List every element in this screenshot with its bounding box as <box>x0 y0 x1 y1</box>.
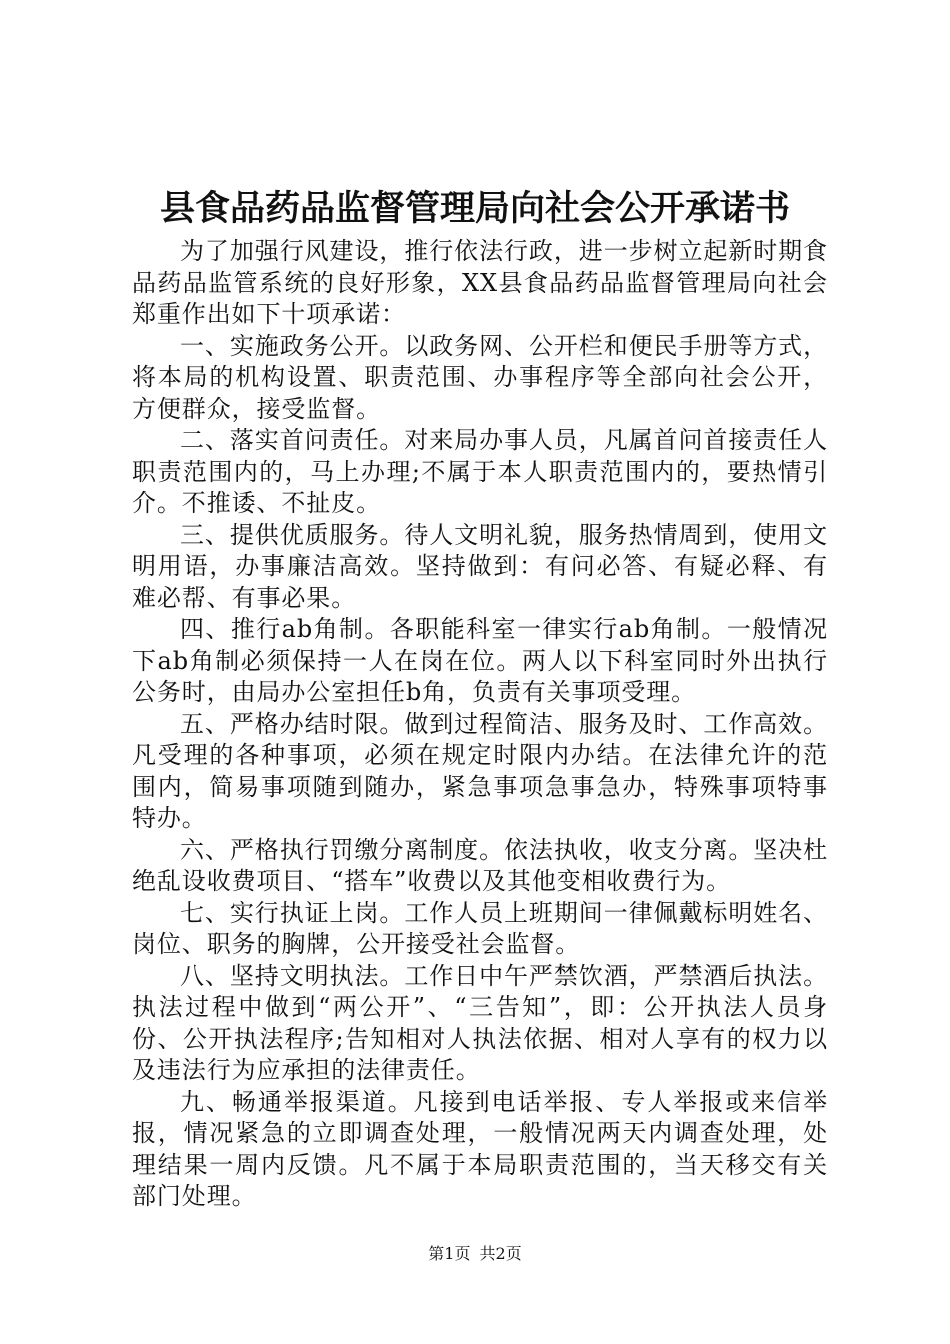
paragraph-item-3: 三、提供优质服务。待人文明礼貌，服务热情周到，使用文明用语，办事廉洁高效。坚持做到：有问必答、有疑必释、有难必帮、有事必果。 <box>132 520 828 612</box>
page-total: 共2页 <box>479 1244 522 1263</box>
paragraph-item-9: 九、畅通举报渠道。凡接到电话举报、专人举报或来信举报，情况紧急的立即调查处理，一般情况两天内调查处理，处理结果一周内反馈。凡不属于本局职责范围的，当天移交有关部门处理。 <box>132 1087 828 1210</box>
paragraph-item-6: 六、严格执行罚缴分离制度。依法执收，收支分离。坚决杜绝乱设收费项目、“搭车”收费以及其他变相收费行为。 <box>132 835 828 895</box>
page-number: 第1页 <box>428 1244 471 1263</box>
paragraph-item-7: 七、实行执证上岗。工作人员上班期间一律佩戴标明姓名、岗位、职务的胸牌，公开接受社会监督。 <box>132 898 828 958</box>
document-body <box>132 236 828 1213</box>
document-title: 县食品药品监督管理局向社会公开承诺书 <box>159 188 790 229</box>
page-footer <box>0 1243 950 1265</box>
paragraph-item-1: 一、实施政务公开。以政务网、公开栏和便民手册等方式，将本局的机构设置、职责范围、办事程序等全部向社会公开，方便群众，接受监督。 <box>132 331 828 423</box>
paragraph-item-4: 四、推行ab角制。各职能科室一律实行ab角制。一般情况下ab角制必须保持一人在岗在位。两人以下科室同时外出执行公务时，由局办公室担任b角，负责有关事项受理。 <box>132 615 828 706</box>
paragraph-intro: 为了加强行风建设，推行依法行政，进一步树立起新时期食品药品监管系统的良好形象，XX县食品药品监督管理局向社会郑重作出如下十项承诺： <box>132 237 828 328</box>
paragraph-item-2: 二、落实首问责任。对来局办事人员，凡属首问首接责任人职责范围内的，马上办理;不属于本人职责范围内的，要热情引介。不推诿、不扯皮。 <box>132 426 828 517</box>
paragraph-item-5: 五、严格办结时限。做到过程简洁、服务及时、工作高效。凡受理的各种事项，必须在规定时限内办结。在法律允许的范围内，简易事项随到随办，紧急事项急事急办，特殊事项特事特办。 <box>132 709 828 832</box>
paragraph-item-8: 八、坚持文明执法。工作日中午严禁饮酒，严禁酒后执法。执法过程中做到“两公开”、“三告知”，即：公开执法人员身份、公开执法程序;告知相对人执法依据、相对人享有的权力以及违法行为应承担的法律责任。 <box>132 961 828 1084</box>
